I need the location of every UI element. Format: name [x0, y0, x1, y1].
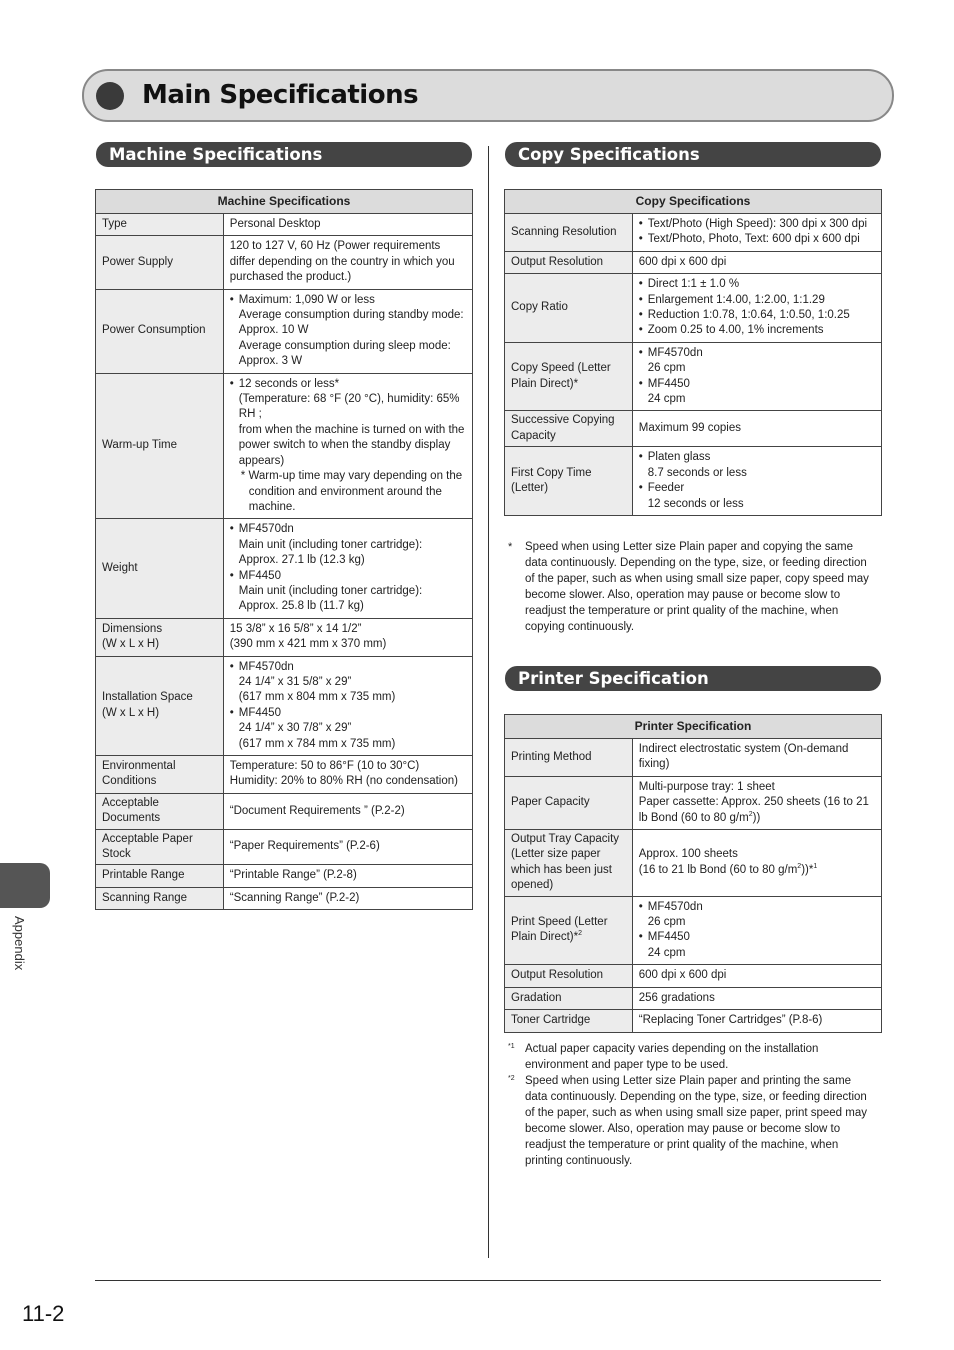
- machine-spec-table: [95, 189, 473, 910]
- table-row: [96, 236, 473, 289]
- row-label-line: Stock: [102, 848, 131, 861]
- row-label: [96, 656, 224, 755]
- copy-spec-heading: Copy Specifications: [505, 142, 881, 167]
- table-row: [505, 251, 882, 273]
- row-label-line: Installation Space: [102, 691, 193, 704]
- row-label: Copy Ratio: [505, 274, 633, 343]
- list-item: • Direct 1:1 ± 1.0 %: [639, 277, 875, 292]
- row-label-line: (W x L x H): [102, 638, 160, 651]
- superscript: 1: [813, 863, 818, 871]
- row-value: 256 gradations: [632, 987, 881, 1009]
- row-label: Type: [96, 214, 224, 236]
- table-row: [505, 830, 882, 897]
- appendix-label: Appendix: [12, 916, 27, 971]
- row-label: Scanning Range: [96, 887, 224, 909]
- list-item: • MF4450: [639, 930, 875, 945]
- table-row: [96, 756, 473, 794]
- row-label: [96, 618, 224, 656]
- row-value: “Scanning Range” (P.2-2): [223, 887, 472, 909]
- table-row: [505, 1010, 882, 1032]
- machine-spec-heading: Machine Specifications: [96, 142, 472, 167]
- list-item-detail: Average consumption during standby mode: Approx. 10 W: [238, 309, 464, 337]
- page-number: 11-2: [22, 1301, 65, 1326]
- row-value: [632, 214, 881, 252]
- copy-footnote: [508, 539, 876, 635]
- list-item-detail: 24 cpm: [647, 946, 686, 959]
- list-item: • Reduction 1:0.78, 1:0.64, 1:0.50, 1:0.25: [639, 308, 875, 323]
- table-title: Machine Specifications: [96, 190, 473, 214]
- footnote-text: Speed when using Letter size Plain paper and printing the same data continuously. Depending on the type, size, or feeding direction of the paper, such as when using small size paper, print speed may become slower. Also, operation may pause or become slow to readjust the temperature or print quality of the machine, when printing continuously.: [525, 1075, 868, 1167]
- value-line: Humidity: 20% to 80% RH (no condensation): [229, 775, 458, 788]
- list-item-detail: Approx. 25.8 lb (11.7 kg): [238, 600, 364, 613]
- row-value: “Document Requirements ” (P.2-2): [223, 793, 472, 829]
- list-item: • MF4450: [230, 569, 466, 584]
- row-label: [505, 411, 633, 447]
- value-text: )): [752, 811, 761, 824]
- table-row: [505, 274, 882, 343]
- value-text: ))*: [801, 863, 814, 876]
- list-item: • Maximum: 1,090 W or less: [230, 293, 466, 308]
- value-text: Paper cassette: Approx. 250 sheets (16 to 21 lb Bond (60 to 80 g/m: [638, 796, 869, 824]
- footer-rule: [95, 1280, 881, 1281]
- row-label: [505, 830, 633, 897]
- appendix-tab[interactable]: [0, 863, 50, 908]
- row-value: [223, 519, 472, 618]
- superscript: 2: [748, 810, 753, 818]
- list-item: • Feeder: [639, 481, 875, 496]
- value-line: [639, 863, 875, 878]
- table-row: [96, 289, 473, 373]
- list-item-detail: Average consumption during sleep mode: Approx. 3 W: [238, 339, 451, 368]
- row-label-line: Output Tray Capacity: [511, 833, 620, 846]
- table-row: [96, 793, 473, 829]
- table-row: [96, 656, 473, 755]
- row-label-line: Copy Speed (Letter: [511, 362, 611, 375]
- row-value: [223, 289, 472, 373]
- list-item: • MF4450: [230, 706, 466, 721]
- row-label: Power Consumption: [96, 289, 224, 373]
- table-row: [505, 896, 882, 965]
- table-row: [505, 214, 882, 252]
- row-value: [632, 896, 881, 965]
- table-row: [505, 965, 882, 987]
- row-value: 120 to 127 V, 60 Hz (Power requirements differ depending on the country in which you purchased the product.): [223, 236, 472, 289]
- list-item-detail: Main unit (including toner cartridge):: [238, 584, 423, 597]
- row-value: [223, 618, 472, 656]
- table-row: [96, 618, 473, 656]
- row-value: [632, 447, 881, 516]
- list-item: • MF4570dn: [230, 660, 466, 675]
- page-title: Main Specifications: [142, 80, 419, 110]
- list-item: • Enlargement 1:4.00, 1:2.00, 1:1.29: [639, 293, 875, 308]
- list-item-detail: 24 1/4” x 31 5/8” x 29”: [238, 675, 352, 688]
- row-value: [223, 373, 472, 519]
- row-label: Printing Method: [505, 739, 633, 777]
- list-item: • MF4450: [639, 377, 875, 392]
- value-line: Temperature: 50 to 86°F (10 to 30°C): [229, 760, 420, 772]
- row-label-line: Plain Direct)*: [511, 377, 579, 390]
- superscript: 2: [797, 863, 802, 871]
- row-label: [96, 793, 224, 829]
- row-value: “Printable Range” (P.2-8): [223, 865, 472, 887]
- list-item: • Platen glass: [639, 450, 875, 465]
- footnote-text: * Warm-up time may vary depending on the condition and environment around the machine.: [240, 470, 463, 513]
- row-value: Personal Desktop: [223, 214, 472, 236]
- table-row: [96, 829, 473, 865]
- value-text: (16 to 21 lb Bond (60 to 80 g/m: [638, 863, 798, 876]
- row-value: [632, 776, 881, 829]
- list-item-detail: 24 1/4” x 30 7/8” x 29”: [238, 722, 352, 735]
- list-item-detail: 24 cpm: [647, 393, 686, 406]
- row-label-line: [511, 930, 626, 945]
- row-value: “Paper Requirements” (P.2-6): [223, 829, 472, 865]
- page-title-bar: [82, 69, 894, 122]
- row-label: Gradation: [505, 987, 633, 1009]
- row-value: “Replacing Toner Cartridges” (P.8-6): [632, 1010, 881, 1032]
- row-value: Maximum 99 copies: [632, 411, 881, 447]
- footnote-text: Speed when using Letter size Plain paper and copying the same data continuously. Depending on the type, size, or feeding direction of the paper, such as when using small size paper, copy speed may become slower. Also, operation may pause or become slow to readjust the temperature or print quality of the machine, when copying continuously.: [525, 541, 869, 633]
- row-label: [505, 896, 633, 965]
- row-label-line: (W x L x H): [102, 706, 160, 719]
- footnote-mark: *1: [508, 1043, 515, 1050]
- table-row: [505, 776, 882, 829]
- table-title: Printer Specification: [505, 715, 882, 739]
- row-label: Printable Range: [96, 865, 224, 887]
- list-item-detail: 12 seconds or less: [647, 497, 744, 510]
- footnote-mark: *: [508, 541, 513, 553]
- row-label: Toner Cartridge: [505, 1010, 633, 1032]
- list-item: • Text/Photo, Photo, Text: 600 dpi x 600 dpi: [639, 232, 875, 247]
- printer-spec-heading: Printer Specification: [505, 666, 881, 691]
- row-label-line: Environmental: [102, 760, 176, 772]
- row-label: Weight: [96, 519, 224, 618]
- printer-footnote-1: [508, 1041, 876, 1073]
- footnote-text: Actual paper capacity varies depending on the installation environment and paper type to be used.: [525, 1043, 819, 1071]
- table-row: [96, 214, 473, 236]
- value-line: (390 mm x 421 mm x 370 mm): [229, 638, 387, 651]
- table-row: [505, 342, 882, 411]
- list-item-detail: 26 cpm: [647, 362, 686, 375]
- list-item-detail: Approx. 27.1 lb (12.3 kg): [238, 554, 365, 567]
- copy-spec-table: [504, 189, 882, 516]
- value-line: Approx. 100 sheets: [638, 848, 738, 861]
- value-line: Multi-purpose tray: 1 sheet: [638, 780, 775, 793]
- row-value: [632, 342, 881, 411]
- row-value: 600 dpi x 600 dpi: [632, 965, 881, 987]
- row-label-line: First Copy Time: [511, 466, 592, 479]
- row-label-line: Print Speed (Letter: [511, 916, 608, 929]
- list-item-detail: Main unit (including toner cartridge):: [238, 538, 423, 551]
- list-item: • Text/Photo (High Speed): 300 dpi x 300 dpi: [639, 217, 875, 232]
- bullet-dot-icon: [96, 82, 124, 110]
- row-label-line: opened): [511, 879, 554, 892]
- row-value: 600 dpi x 600 dpi: [632, 251, 881, 273]
- list-item-detail: 26 cpm: [647, 916, 686, 929]
- row-label: Warm-up Time: [96, 373, 224, 519]
- list-item: • MF4570dn: [639, 346, 875, 361]
- table-row: [505, 447, 882, 516]
- list-item: • MF4570dn: [230, 522, 466, 537]
- list-item-detail: (Temperature: 68 °F (20 °C), humidity: 65% RH ;: [238, 393, 460, 421]
- list-item: • 12 seconds or less*: [230, 377, 466, 392]
- label-text: Plain Direct)*: [511, 931, 579, 944]
- row-label-line: Capacity: [511, 429, 556, 442]
- row-label: Output Resolution: [505, 251, 633, 273]
- printer-footnote-2: [508, 1073, 876, 1169]
- superscript: 2: [578, 930, 583, 938]
- footnote-mark: *2: [508, 1075, 515, 1082]
- row-label: Scanning Resolution: [505, 214, 633, 252]
- list-item: • MF4570dn: [639, 900, 875, 915]
- list-item-detail: 8.7 seconds or less: [647, 466, 747, 479]
- table-row: [505, 411, 882, 447]
- row-value: [632, 274, 881, 343]
- row-value: Indirect electrostatic system (On-demand fixing): [632, 739, 881, 777]
- row-label-line: Dimensions: [102, 622, 163, 635]
- row-label-line: (Letter): [511, 482, 549, 495]
- table-row: [96, 865, 473, 887]
- table-row: [96, 519, 473, 618]
- row-label-line: Acceptable Paper: [102, 832, 193, 845]
- list-item-detail: (617 mm x 804 mm x 735 mm): [238, 691, 396, 704]
- row-label: Power Supply: [96, 236, 224, 289]
- row-label-line: Documents: [102, 812, 161, 825]
- list-item-detail: from when the machine is turned on with the power switch to when the standby display appears): [238, 423, 465, 467]
- row-label-line: (Letter size paper: [511, 848, 601, 861]
- table-row: [505, 739, 882, 777]
- table-row: [505, 987, 882, 1009]
- row-label-line: Successive Copying: [511, 414, 615, 427]
- row-label: [505, 447, 633, 516]
- value-line: 15 3/8” x 16 5/8” x 14 1/2”: [229, 622, 362, 635]
- row-label: [96, 829, 224, 865]
- row-label: [505, 342, 633, 411]
- column-divider: [488, 146, 489, 1258]
- table-title: Copy Specifications: [505, 190, 882, 214]
- row-label: Output Resolution: [505, 965, 633, 987]
- printer-spec-table: [504, 714, 882, 1033]
- row-label-line: which has been just: [511, 863, 613, 876]
- row-value: [632, 830, 881, 897]
- value-line: [639, 795, 875, 826]
- row-label-line: Acceptable: [102, 796, 159, 809]
- table-row: [96, 887, 473, 909]
- table-row: [96, 373, 473, 519]
- row-value: [223, 656, 472, 755]
- row-label: Paper Capacity: [505, 776, 633, 829]
- list-item-detail: (617 mm x 784 mm x 735 mm): [238, 737, 396, 750]
- row-label: [96, 756, 224, 794]
- row-label-line: Conditions: [102, 775, 157, 788]
- list-item: • Zoom 0.25 to 4.00, 1% increments: [639, 323, 875, 338]
- row-value: [223, 756, 472, 794]
